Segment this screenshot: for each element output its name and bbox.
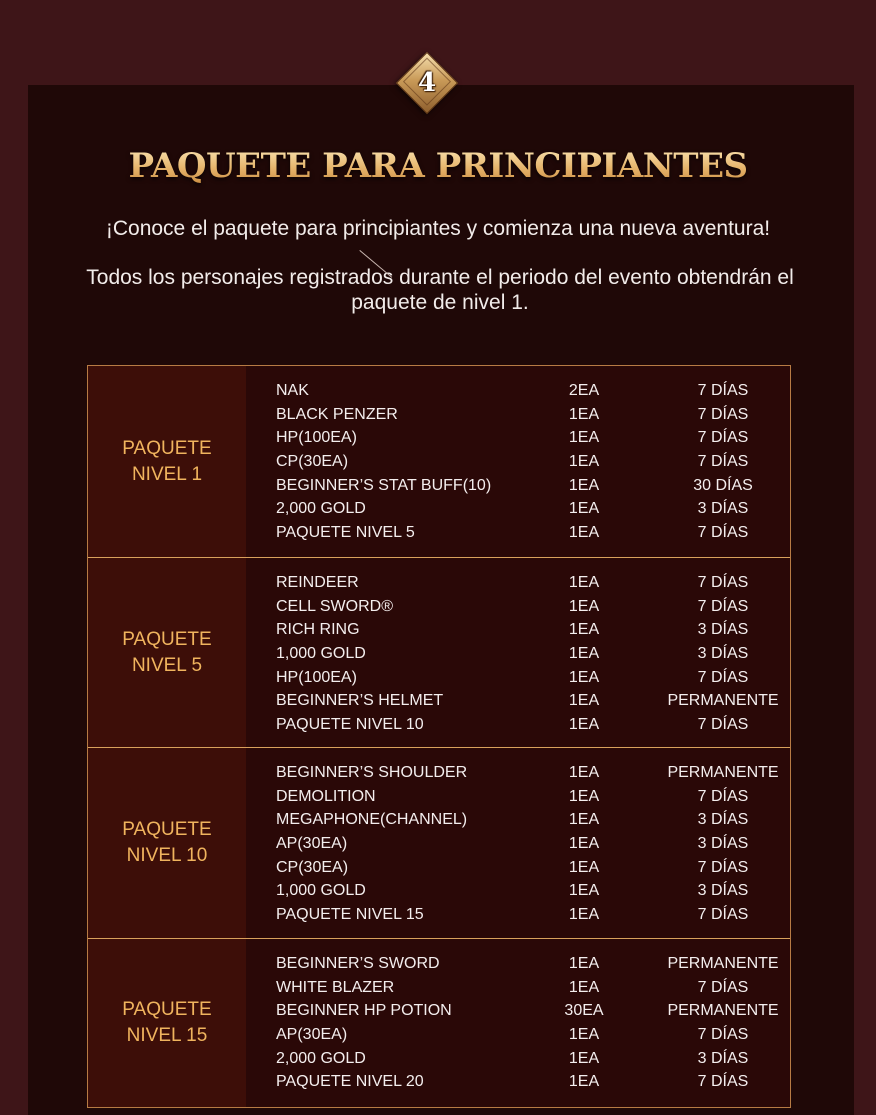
item-name: CP(30EA): [276, 452, 349, 470]
description-text: Todos los personajes registrados durante el periodo del evento obtendrán el paquete de nivel 1.: [86, 266, 794, 314]
item-name: PAQUETE NIVEL 20: [276, 1073, 424, 1091]
item-name: PAQUETE NIVEL 10: [276, 715, 424, 733]
item-name: BLACK PENZER: [276, 405, 398, 423]
item-name: 1,000 GOLD: [276, 882, 366, 900]
package-name-line2: NIVEL 10: [126, 845, 208, 866]
item-duration: 7 DÍAS: [697, 905, 749, 923]
item-duration: 3 DÍAS: [697, 621, 749, 639]
item-duration: 7 DÍAS: [697, 405, 749, 423]
item-qty: 1EA: [568, 715, 600, 733]
item-qty: 1EA: [568, 1025, 600, 1043]
item-duration: 3 DÍAS: [697, 644, 749, 662]
list-item: [246, 1047, 790, 1071]
package-row: [88, 939, 790, 1107]
item-duration: 3 DÍAS: [697, 811, 749, 829]
package-name-line1: PAQUETE: [122, 999, 212, 1020]
item-qty: 1EA: [568, 787, 600, 805]
item-duration: 30 DÍAS: [693, 476, 753, 494]
package-name: [88, 748, 246, 938]
package-name-line1: PAQUETE: [122, 819, 212, 840]
list-item: [246, 521, 790, 545]
item-name: HP(100EA): [276, 668, 357, 686]
item-qty: 1EA: [568, 523, 600, 541]
list-item: [246, 426, 790, 450]
item-duration: 7 DÍAS: [697, 523, 749, 541]
item-duration: 7 DÍAS: [697, 597, 749, 615]
item-duration: 3 DÍAS: [697, 834, 749, 852]
item-duration: 3 DÍAS: [697, 500, 749, 518]
item-qty: 1EA: [568, 476, 600, 494]
item-name: RICH RING: [276, 621, 360, 639]
package-name-line2: NIVEL 15: [126, 1025, 208, 1046]
item-qty: 1EA: [568, 692, 600, 710]
item-name: PAQUETE NIVEL 5: [276, 523, 415, 541]
item-name: 2,000 GOLD: [276, 500, 366, 518]
item-qty: 1EA: [568, 834, 600, 852]
item-duration: 7 DÍAS: [697, 1025, 749, 1043]
item-qty: 1EA: [568, 811, 600, 829]
item-name: DEMOLITION: [276, 787, 376, 805]
item-qty: 1EA: [568, 621, 600, 639]
item-duration: 7 DÍAS: [697, 452, 749, 470]
package-name-line2: NIVEL 1: [131, 463, 203, 485]
item-name: MEGAPHONE(CHANNEL): [276, 811, 468, 829]
item-duration: 7 DÍAS: [697, 787, 749, 805]
item-duration: 3 DÍAS: [697, 1049, 749, 1067]
package-row: [88, 366, 790, 558]
list-item: [246, 879, 790, 903]
item-name: AP(30EA): [276, 834, 348, 852]
package-name-line1: PAQUETE: [122, 437, 212, 459]
item-name: 1,000 GOLD: [276, 644, 366, 662]
item-name: BEGINNER’S SWORD: [276, 954, 440, 972]
item-duration: PERMANENTE: [667, 763, 779, 781]
package-items: [246, 748, 790, 938]
list-item: [246, 571, 790, 595]
list-item: [246, 379, 790, 403]
item-name: BEGINNER’S SHOULDER: [276, 763, 468, 781]
item-name: 2,000 GOLD: [276, 1049, 366, 1067]
list-item: [246, 666, 790, 690]
item-duration: 7 DÍAS: [697, 1073, 749, 1091]
item-qty: 1EA: [568, 763, 600, 781]
item-qty: 1EA: [568, 452, 600, 470]
item-qty: 1EA: [568, 905, 600, 923]
item-duration: 7 DÍAS: [697, 978, 749, 996]
item-qty: 1EA: [568, 978, 600, 996]
item-qty: 1EA: [568, 429, 600, 447]
package-row: [88, 748, 790, 939]
item-duration: 7 DÍAS: [697, 858, 749, 876]
page-title: PAQUETE PARA PRINCIPIANTES: [0, 146, 876, 186]
list-item: [246, 785, 790, 809]
list-item: [246, 618, 790, 642]
list-item: [246, 1023, 790, 1047]
item-qty: 1EA: [568, 573, 600, 591]
item-qty: 1EA: [568, 597, 600, 615]
item-qty: 1EA: [568, 405, 600, 423]
list-item: [246, 761, 790, 785]
package-name: [88, 558, 246, 747]
list-item: [246, 474, 790, 498]
package-name: [88, 939, 246, 1107]
package-items: [246, 558, 790, 747]
item-qty: 1EA: [568, 858, 600, 876]
list-item: [246, 713, 790, 737]
item-duration: 3 DÍAS: [697, 882, 749, 900]
item-name: WHITE BLAZER: [276, 978, 395, 996]
item-qty: 1EA: [568, 1073, 600, 1091]
list-item: [246, 497, 790, 521]
item-name: BEGINNER HP POTION: [276, 1002, 452, 1020]
list-item: [246, 1070, 790, 1094]
package-items: [246, 939, 790, 1107]
list-item: [246, 808, 790, 832]
package-row: [88, 558, 790, 748]
item-qty: 1EA: [568, 1049, 600, 1067]
item-qty: 30EA: [564, 1002, 604, 1020]
list-item: [246, 595, 790, 619]
list-item: [246, 856, 790, 880]
package-name: [88, 366, 246, 557]
item-name: BEGINNER’S STAT BUFF(10): [276, 476, 492, 494]
item-name: BEGINNER’S HELMET: [276, 692, 444, 710]
item-qty: 2EA: [568, 381, 600, 399]
list-item: [246, 999, 790, 1023]
intro-text: ¡Conoce el paquete para principiantes y comienza una nueva aventura!: [105, 217, 771, 240]
list-item: [246, 450, 790, 474]
item-qty: 1EA: [568, 668, 600, 686]
item-duration: PERMANENTE: [667, 1002, 779, 1020]
item-name: NAK: [276, 381, 309, 399]
list-item: [246, 642, 790, 666]
item-qty: 1EA: [568, 500, 600, 518]
item-duration: 7 DÍAS: [697, 429, 749, 447]
item-duration: PERMANENTE: [667, 692, 779, 710]
item-name: PAQUETE NIVEL 15: [276, 905, 424, 923]
item-qty: 1EA: [568, 644, 600, 662]
item-name: REINDEER: [276, 573, 359, 591]
section-number: 4: [417, 68, 437, 98]
list-item: [246, 832, 790, 856]
item-duration: PERMANENTE: [667, 954, 779, 972]
item-name: HP(100EA): [276, 429, 357, 447]
package-name-line2: NIVEL 5: [131, 654, 203, 676]
list-item: [246, 976, 790, 1000]
item-name: CP(30EA): [276, 858, 349, 876]
list-item: [246, 952, 790, 976]
package-name-line1: PAQUETE: [122, 628, 212, 650]
list-item: [246, 689, 790, 713]
package-items: [246, 366, 790, 557]
list-item: [246, 403, 790, 427]
item-duration: 7 DÍAS: [697, 715, 749, 733]
item-duration: 7 DÍAS: [697, 381, 749, 399]
list-item: [246, 903, 790, 927]
package-table: [87, 365, 791, 1108]
item-qty: 1EA: [568, 882, 600, 900]
item-duration: 7 DÍAS: [697, 668, 749, 686]
item-name: AP(30EA): [276, 1025, 348, 1043]
item-duration: 7 DÍAS: [697, 573, 749, 591]
item-name: CELL SWORD®: [276, 597, 393, 615]
item-qty: 1EA: [568, 954, 600, 972]
